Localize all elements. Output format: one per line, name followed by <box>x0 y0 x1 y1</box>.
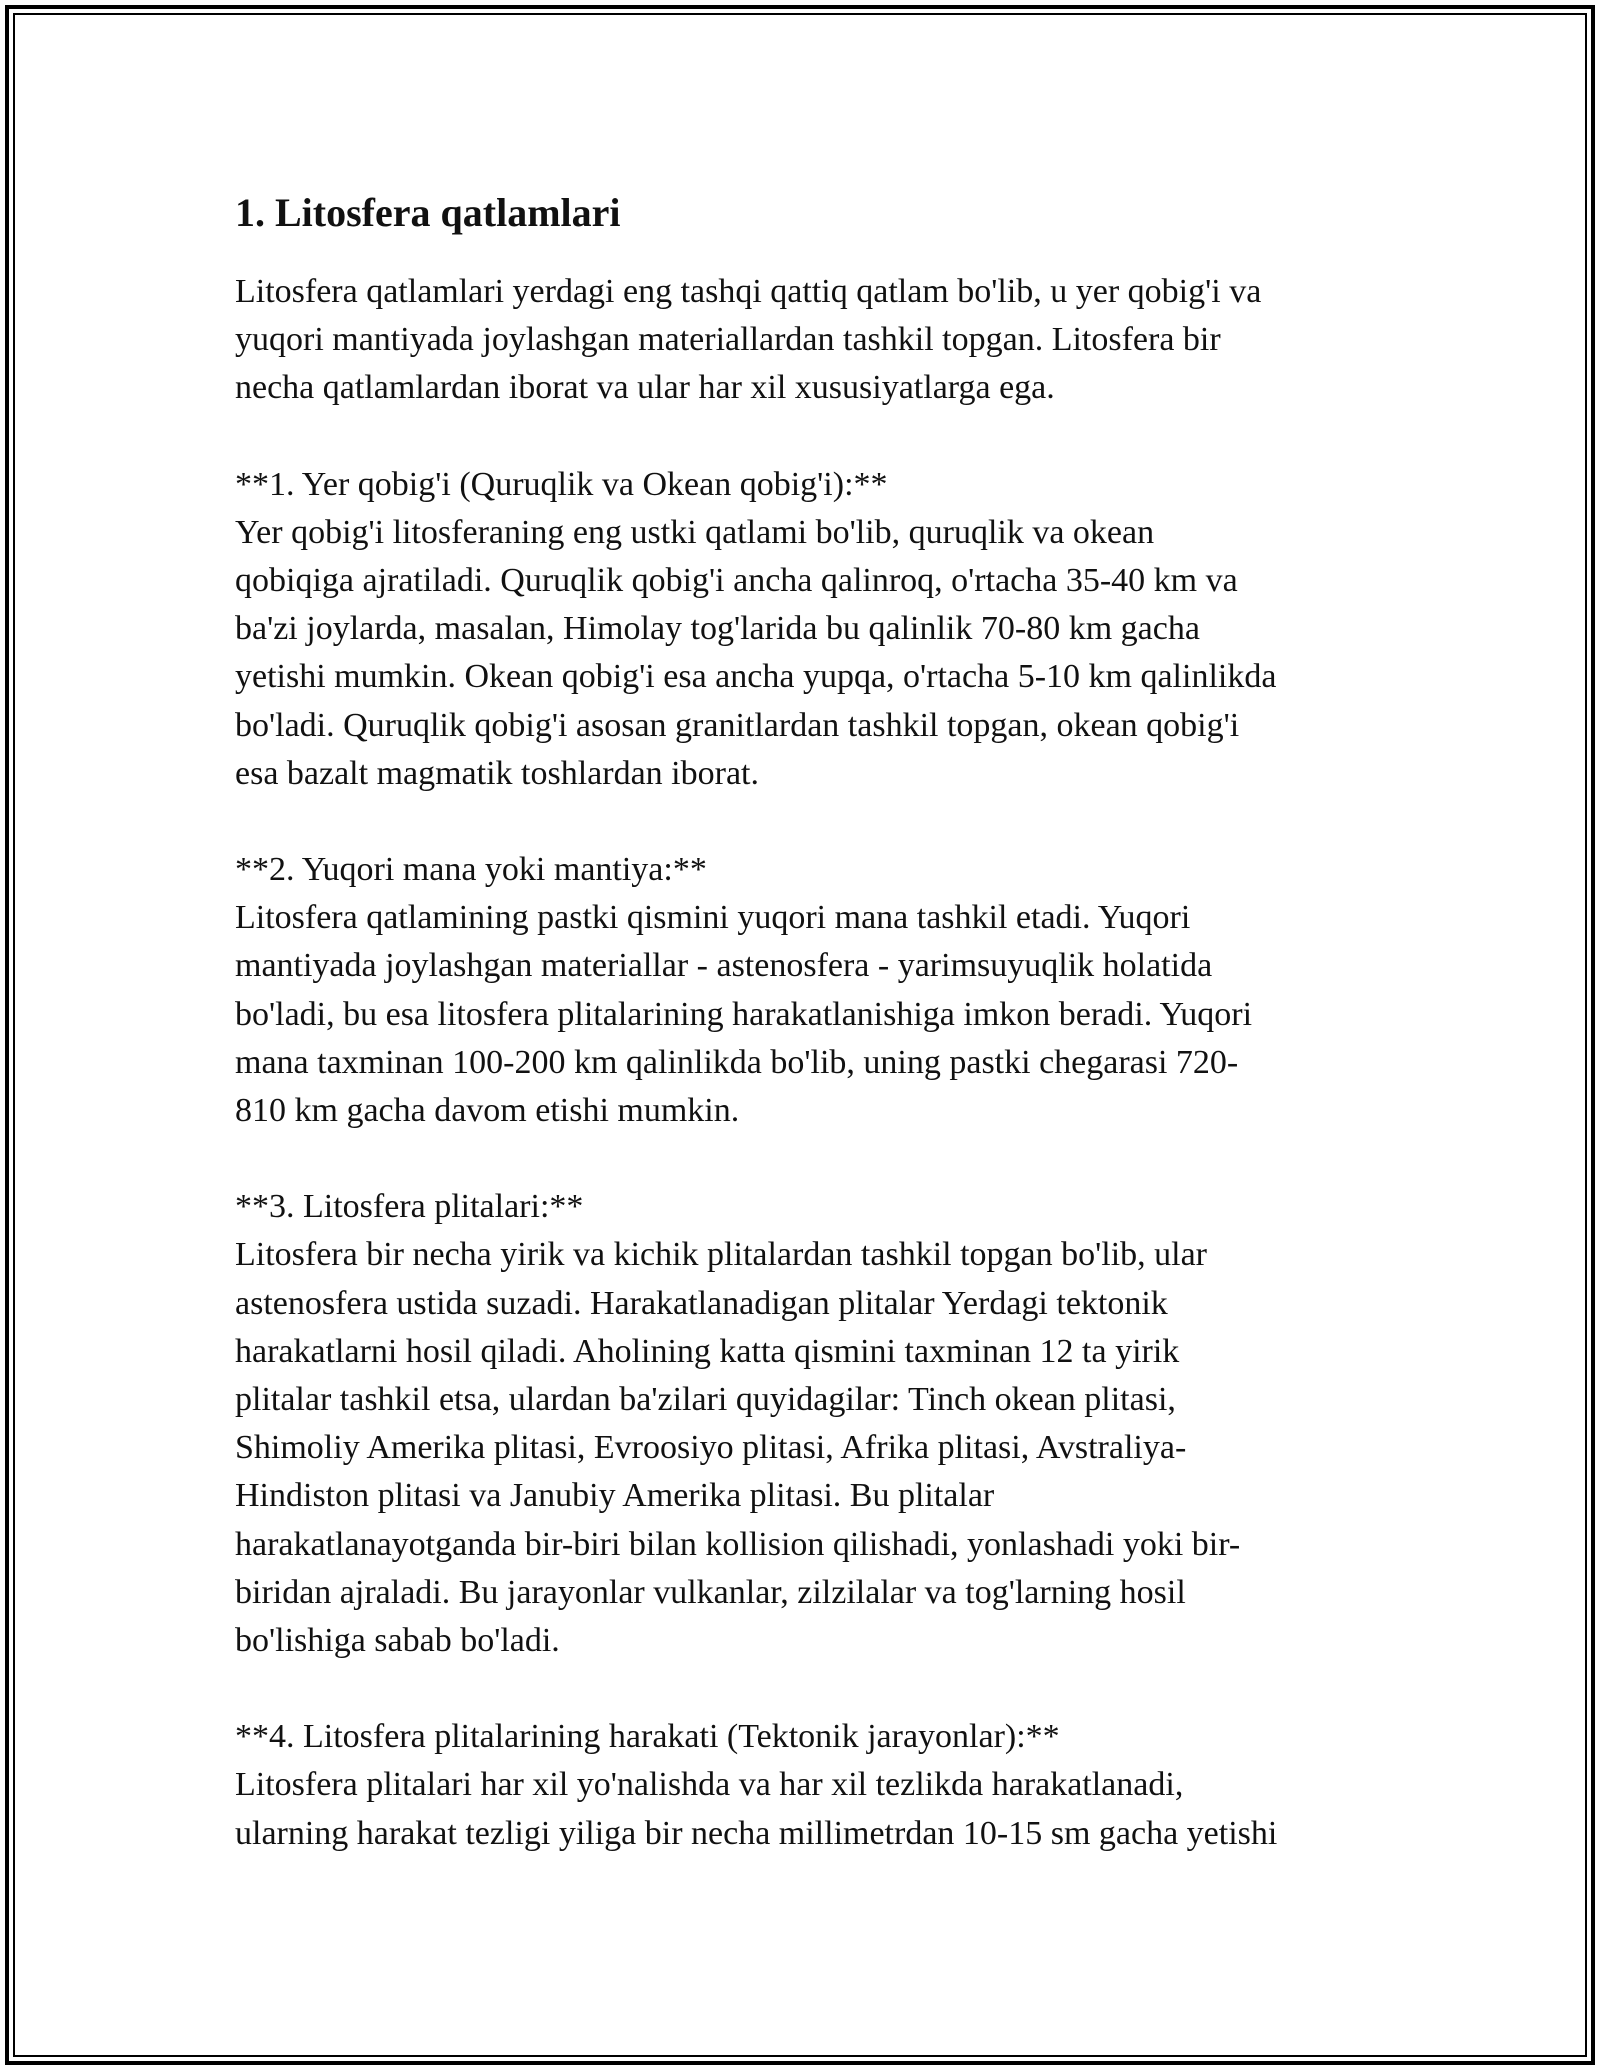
document-title: 1. Litosfera qatlamlari <box>235 190 621 235</box>
document-body <box>235 188 1365 1906</box>
section-plate-movement: **4. Litosfera plitalarining harakati (Tektonik jarayonlar):** Litosfera plitalari har xil yo'nalishda va har xil tezlikda harakatlanadi, ularning harakat tezligi yiliga bir necha millimetrdan 10-15 sm gacha yetishi <box>235 1718 1278 1852</box>
intro-paragraph: Litosfera qatlamlari yerdagi eng tashqi qattiq qatlam bo'lib, u yer qobig'i va yuqori mantiyada joylashgan materiallardan tashkil topgan. Litosfera bir necha qatlamlardan iborat va ular har xil xususiyatlarga ega. <box>235 273 1262 407</box>
section-upper-mantle: **2. Yuqori mana yoki mantiya:** Litosfera qatlamining pastki qismini yuqori mana tashkil etadi. Yuqori mantiyada joylashgan materiallar - astenosfera - yarimsuyuqlik holatida bo'ladi, bu esa litosfera plitalarining harakatlanishiga imkon beradi. Yuqori mana taxminan 100-200 km qalinlikda bo'lib, uning pastki chegarasi 720- 810 km gacha davom etishi mumkin. <box>235 851 1253 1130</box>
section-earth-crust: **1. Yer qobig'i (Quruqlik va Okean qobig'i):** Yer qobig'i litosferaning eng ustki qatlami bo'lib, quruqlik va okean qobiqiga ajratiladi. Quruqlik qobig'i ancha qalinroq, o'rtacha 35-40 km va ba'zi joylarda, masalan, Himolay tog'larida bu qalinlik 70-80 km gacha yetishi mumkin. Okean qobig'i esa ancha yupqa, o'rtacha 5-10 km qalinlikda bo'ladi. Quruqlik qobig'i asosan granitlardan tashkil topgan, okean qobig'i esa bazalt magmatik toshlardan iborat. <box>235 465 1277 792</box>
section-lithosphere-plates: **3. Litosfera plitalari:** Litosfera bir necha yirik va kichik plitalardan tashkil topgan bo'lib, ular astenosfera ustida suzadi. Harakatlanadigan plitalar Yerdagi tektonik harakatlarni hosil qiladi. Aholining katta qismini taxminan 12 ta yirik plitalar tashkil etsa, ulardan ba'zilari quyidagilar: Tinch okean plitasi, Shimoliy Amerika plitasi, Evroosiyo plitasi, Afrika plitasi, Avstraliya- Hindiston plitasi va Janubiy Amerika plitasi. Bu plitalar harakatlanayotganda bir-biri bilan kollision qilishadi, yonlashadi yoki bir- biridan ajraladi. Bu jarayonlar vulkanlar, zilzilalar va tog'larning hosil bo'lishiga sabab bo'ladi. <box>235 1188 1241 1660</box>
